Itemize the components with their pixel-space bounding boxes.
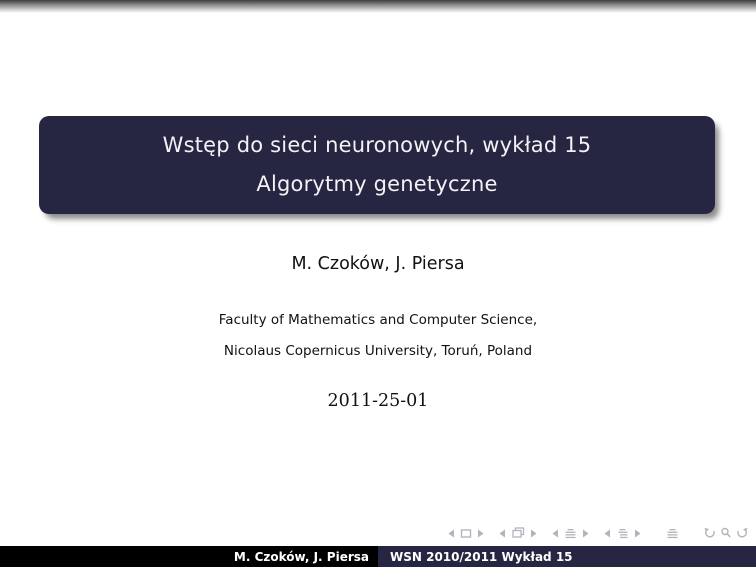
top-shade-band xyxy=(0,0,756,13)
presentation-outline-icon[interactable] xyxy=(666,528,679,539)
next-slide-icon[interactable] xyxy=(476,528,485,539)
back-icon[interactable] xyxy=(703,527,716,539)
search-icon[interactable] xyxy=(720,527,732,539)
frames-icon[interactable] xyxy=(511,527,525,539)
prev-section-icon[interactable] xyxy=(551,528,560,539)
next-subsection-icon[interactable] xyxy=(633,528,642,539)
section-list-icon[interactable] xyxy=(564,528,577,539)
forward-icon[interactable] xyxy=(736,527,749,539)
next-section-icon[interactable] xyxy=(581,528,590,539)
author-text: M. Czoków, J. Piersa xyxy=(291,254,465,274)
footline-author: M. Czoków, J. Piersa xyxy=(0,546,378,567)
prev-subsection-icon[interactable] xyxy=(603,528,612,539)
title-box xyxy=(39,116,715,214)
institute-block xyxy=(0,305,756,367)
slide-title-line2: Algorytmy genetyczne xyxy=(256,172,498,196)
prev-frame-icon[interactable] xyxy=(498,528,507,539)
footline xyxy=(0,546,756,567)
next-frame-icon[interactable] xyxy=(529,528,538,539)
institute-line2: Nicolaus Copernicus University, Toruń, Poland xyxy=(223,343,533,359)
slide-icon[interactable] xyxy=(460,528,472,539)
date-text: 2011-25-01 xyxy=(327,391,429,411)
subsection-list-icon[interactable] xyxy=(616,528,629,539)
slide-title-line1: Wstęp do sieci neuronowych, wykład 15 xyxy=(162,133,592,157)
institute-line1: Faculty of Mathematics and Computer Science, xyxy=(218,312,538,328)
prev-slide-icon[interactable] xyxy=(447,528,456,539)
footline-short-title: WSN 2010/2011 Wykład 15 xyxy=(378,546,756,567)
navigation-symbols xyxy=(447,525,749,541)
